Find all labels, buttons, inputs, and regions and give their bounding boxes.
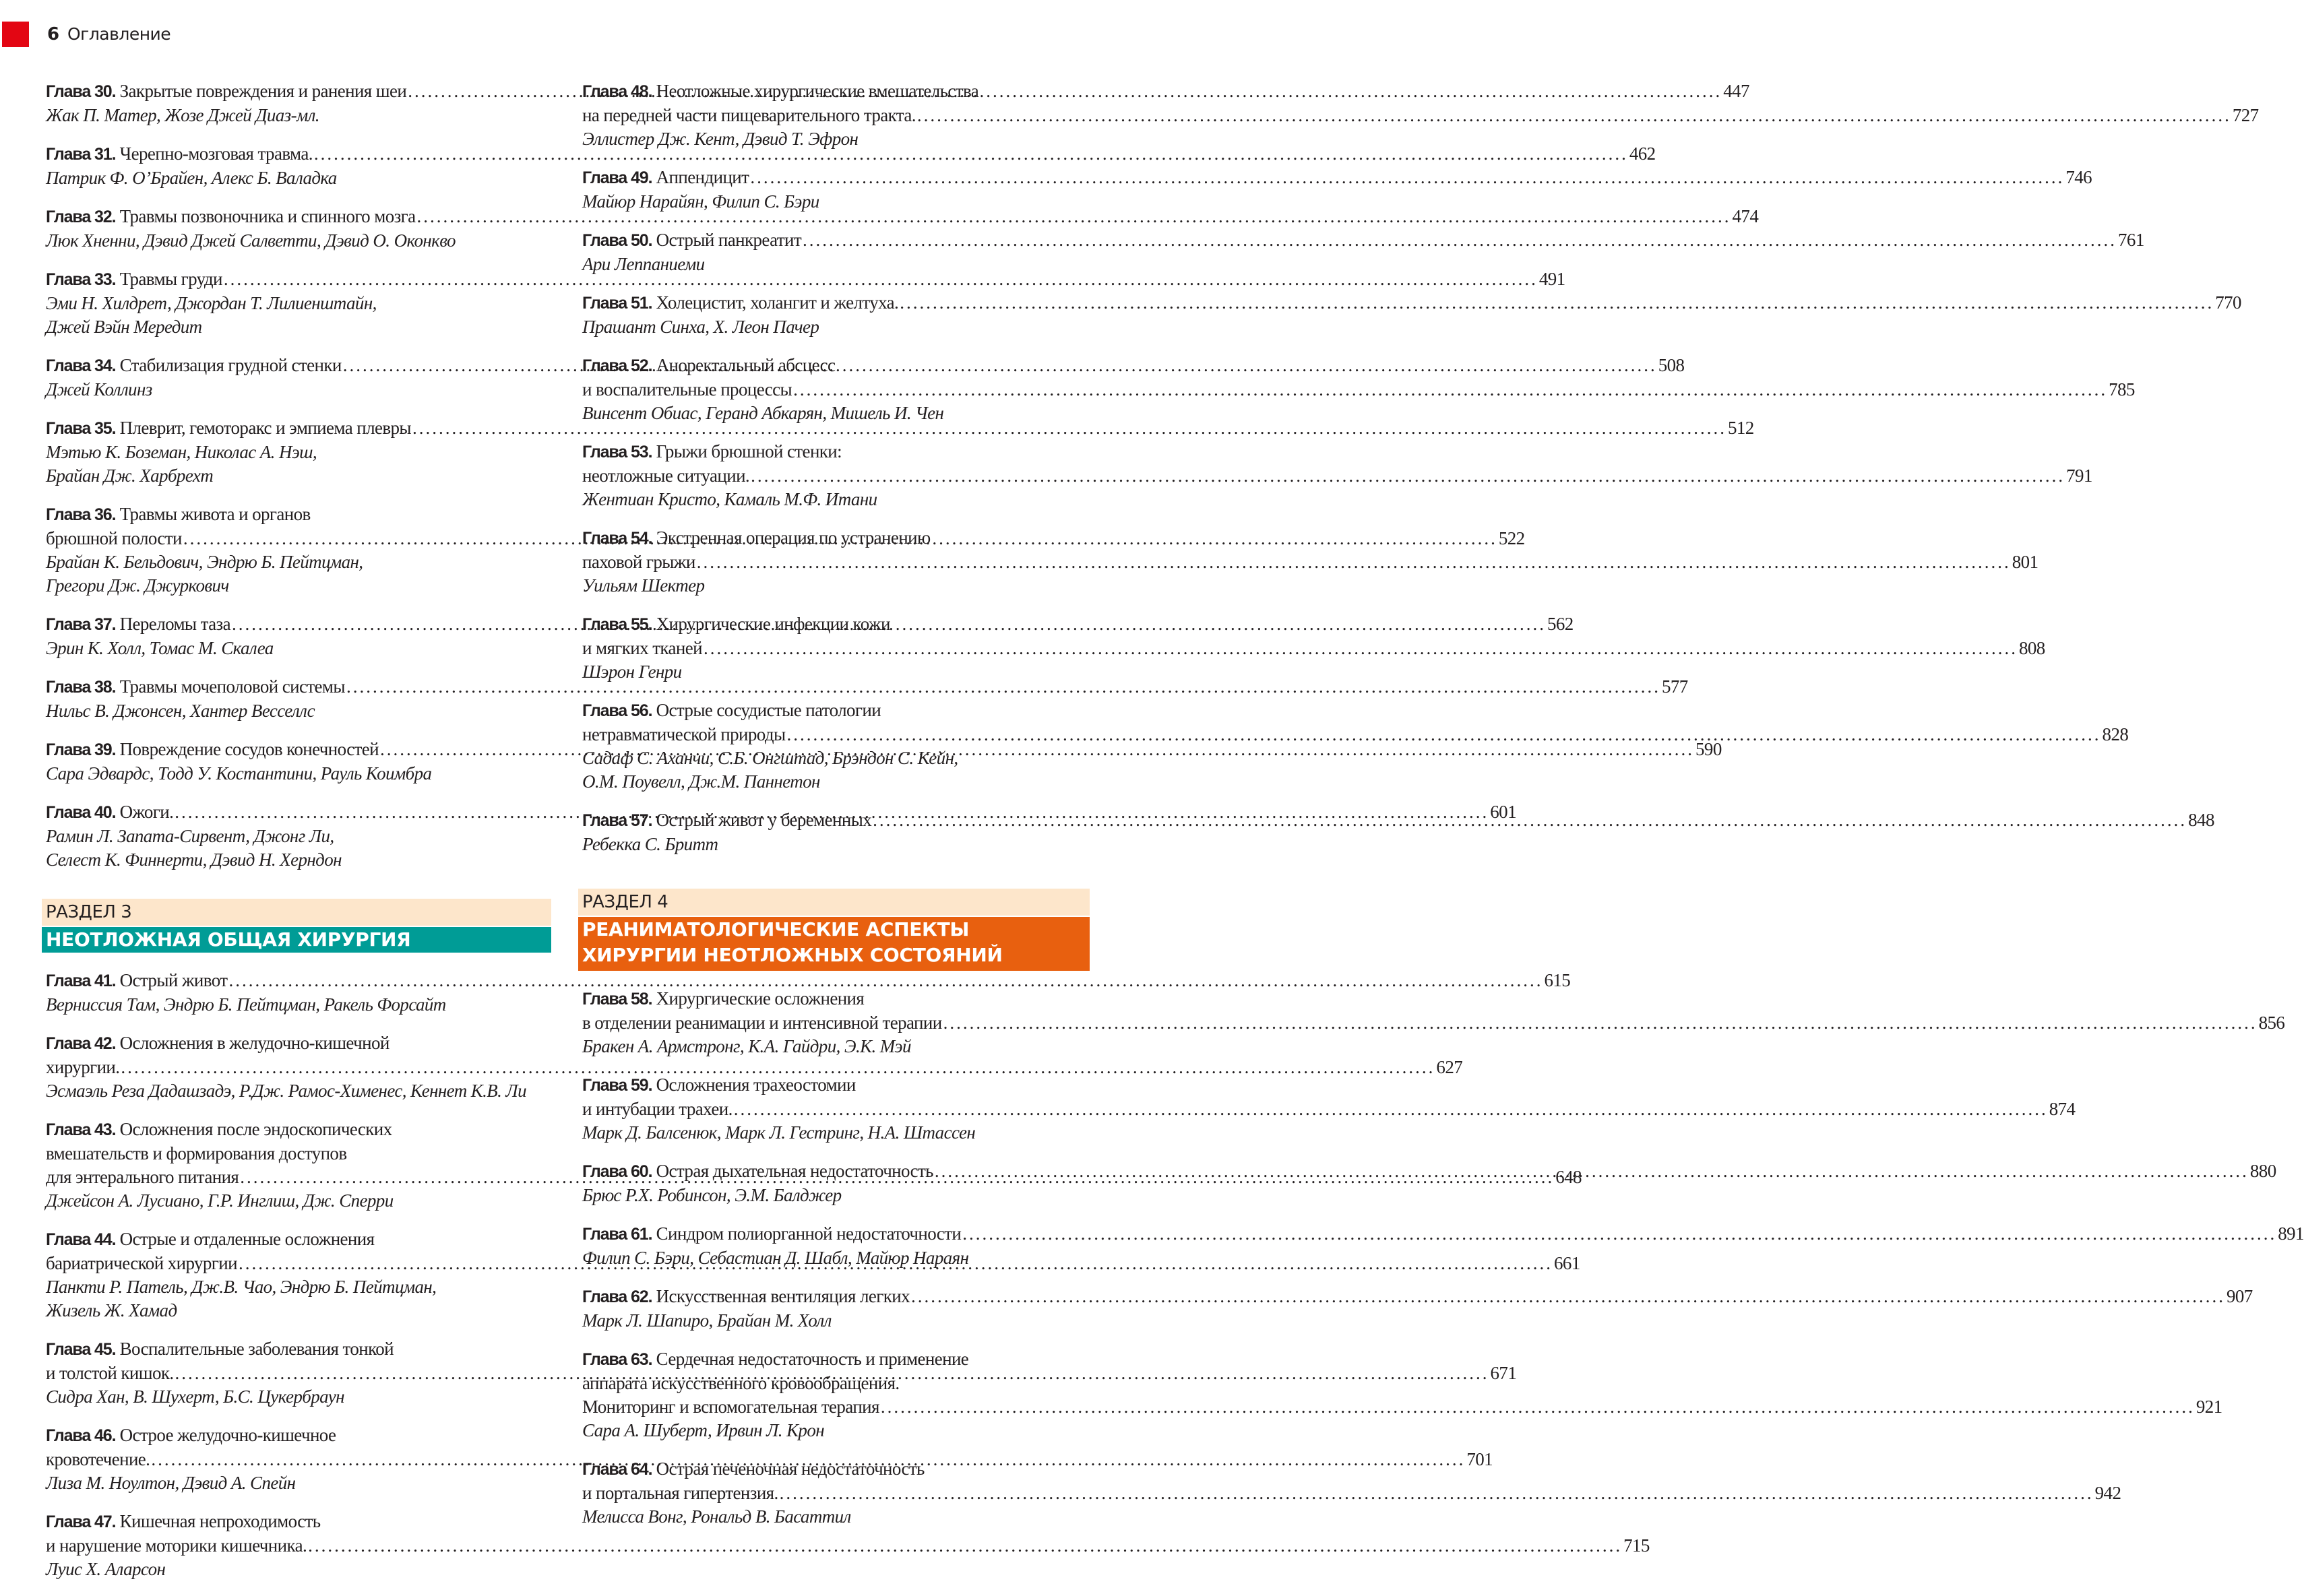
- chapter-title: Травмы груди: [119, 269, 222, 289]
- page-ref[interactable]: 508: [1658, 355, 1685, 375]
- chapter-title-line: [582, 1347, 1086, 1372]
- chapter-title: хирургии.: [46, 1057, 120, 1077]
- chapter-title-line: [46, 205, 1759, 229]
- chapter-title-line: [582, 987, 1086, 1011]
- chapter-title-line: [582, 79, 1086, 104]
- page-ref[interactable]: 648: [1555, 1167, 1582, 1187]
- page-ref[interactable]: 880: [2249, 1161, 2276, 1181]
- page-ref[interactable]: 942: [2094, 1483, 2121, 1503]
- page-ref[interactable]: 462: [1629, 143, 1656, 164]
- chapter-authors: Эрин К. Холл, Томас М. Скалеа: [46, 638, 274, 658]
- chapter-label: Глава 39.: [46, 740, 116, 759]
- chapter-title-line: [582, 1457, 1086, 1481]
- chapter-authors: Лиза М. Ноултон, Дэвид А. Спейн: [46, 1473, 296, 1493]
- page-ref[interactable]: 715: [1623, 1535, 1650, 1556]
- leader-dots: [935, 1159, 2249, 1183]
- chapter-label: Глава 62.: [582, 1287, 652, 1306]
- chapter-title-line: [582, 464, 2092, 488]
- section-3-header: [42, 899, 551, 953]
- chapter-label: Глава 48.: [582, 82, 652, 101]
- chapter-authors: Бракен А. Армстронг, К.А. Гайдри, Э.К. Мэй: [582, 1036, 911, 1056]
- chapter-title: Травмы мочеполовой системы: [119, 676, 345, 697]
- chapter-authors: Жентиан Кристо, Камаль М.Ф. Итани: [582, 489, 877, 509]
- chapter-title: для энтерального питания: [46, 1167, 239, 1187]
- chapter-title-line: [582, 1395, 2222, 1419]
- chapter-title: Острая печеночная недостаточность: [656, 1459, 925, 1479]
- chapter-title: Осложнения в желудочно-кишечной: [119, 1033, 390, 1053]
- leader-dots: [751, 464, 2065, 488]
- chapter-title: Острые и отдаленные осложнения: [119, 1229, 375, 1249]
- toc-entry[interactable]: [582, 291, 2241, 339]
- chapter-title: нетравматической природы: [582, 724, 786, 744]
- chapter-label: Глава 50.: [582, 231, 652, 250]
- page-ref[interactable]: 761: [2118, 230, 2144, 250]
- chapter-title-line: [46, 1142, 547, 1166]
- chapter-title-line: [46, 1031, 547, 1056]
- chapter-label: Глава 41.: [46, 971, 116, 990]
- section-number: РАЗДЕЛ 4: [578, 889, 1090, 916]
- section-4-header: [578, 889, 1090, 971]
- chapter-title-line: [46, 675, 1688, 699]
- chapter-title: Переломы таза: [119, 614, 230, 634]
- chapter-title: Травмы позвоночника и спинного мозга: [119, 206, 416, 226]
- toc-entry[interactable]: [582, 228, 2144, 276]
- chapter-authors: Эми Н. Хилдрет, Джордан Т. Лилиенштайн,: [46, 293, 377, 313]
- chapter-label: Глава 59.: [582, 1076, 652, 1095]
- page-ref[interactable]: 856: [2258, 1013, 2285, 1033]
- chapter-label: Глава 44.: [46, 1230, 116, 1249]
- chapter-title: Грыжи брюшной стенки:: [656, 441, 842, 461]
- chapter-title: и интубации трахеи.: [582, 1099, 733, 1119]
- page-ref[interactable]: 746: [2065, 167, 2092, 187]
- chapter-title: Осложнения трахеостомии: [656, 1075, 856, 1095]
- leader-dots: [780, 1481, 2094, 1505]
- chapter-title: Холецистит, холангит и желтуха.: [656, 292, 899, 313]
- leader-dots: [873, 808, 2187, 832]
- page-ref[interactable]: 907: [2226, 1286, 2253, 1306]
- chapter-label: Глава 36.: [46, 505, 116, 524]
- chapter-title: Повреждение сосудов конечностей: [119, 739, 379, 759]
- chapter-title-line: [46, 416, 1754, 441]
- chapter-authors: Брюс Р.Х. Робинсон, Э.М. Балджер: [582, 1185, 842, 1205]
- chapter-authors: Сидра Хан, В. Шухерт, Б.С. Цукербраун: [46, 1386, 344, 1407]
- chapter-title: неотложные ситуации.: [582, 466, 750, 486]
- chapter-title-line: [46, 1534, 1650, 1558]
- chapter-title-line: [46, 142, 1656, 166]
- page-ref[interactable]: 785: [2109, 379, 2135, 400]
- chapter-title: и толстой кишок.: [46, 1363, 174, 1383]
- chapter-title: и мягких тканей: [582, 638, 702, 658]
- page-ref[interactable]: 828: [2102, 724, 2129, 744]
- chapter-title: Острая дыхательная недостаточность: [656, 1161, 933, 1181]
- chapter-title: и воспалительные процессы: [582, 379, 792, 400]
- chapter-title-line: [582, 612, 1086, 637]
- chapter-label: Глава 46.: [46, 1426, 116, 1445]
- section-title: [578, 917, 1090, 971]
- section-title-line: РЕАНИМАТОЛОГИЧЕСКИЕ АСПЕКТЫ: [582, 918, 970, 940]
- toc-entry[interactable]: [582, 1285, 2253, 1333]
- page-ref[interactable]: 808: [2018, 638, 2045, 658]
- leader-dots: [793, 378, 2107, 402]
- leader-dots: [803, 228, 2117, 252]
- chapter-authors: Прашант Синха, Х. Леон Пачер: [582, 317, 819, 337]
- chapter-authors: Рамин Л. Запата-Сирвент, Джонг Ли,: [46, 826, 334, 846]
- page-ref[interactable]: 791: [2066, 466, 2092, 486]
- chapter-title: аппарата искусственного кровообращения.: [582, 1373, 900, 1393]
- page-ref[interactable]: 627: [1436, 1057, 1463, 1077]
- chapter-title-line: [46, 267, 1565, 292]
- page-ref[interactable]: 601: [1490, 802, 1516, 822]
- leader-dots: [734, 1097, 2048, 1121]
- chapter-authors: Селест К. Финнерти, Дэвид Н. Херндон: [46, 850, 342, 870]
- chapter-title-line: [46, 1424, 547, 1448]
- chapter-label: Глава 32.: [46, 208, 116, 226]
- chapter-authors: Мелисса Вонг, Рональд В. Басаттил: [582, 1506, 851, 1527]
- chapter-label: Глава 54.: [582, 529, 652, 548]
- chapter-title-line: [582, 526, 1086, 550]
- chapter-title-line: [582, 1222, 2304, 1246]
- chapter-title-line: [46, 1510, 547, 1534]
- leader-dots: [704, 637, 2018, 660]
- chapter-label: Глава 58.: [582, 990, 652, 1009]
- chapter-title-line: [582, 550, 2038, 574]
- chapter-title-line: [46, 1227, 547, 1252]
- chapter-authors: Марк Л. Шапиро, Брайан М. Холл: [582, 1310, 832, 1331]
- toc-entry[interactable]: [582, 1073, 2076, 1145]
- chapter-title: и портальная гипертензия.: [582, 1483, 778, 1503]
- chapter-title: Хирургические осложнения: [656, 988, 865, 1009]
- chapter-label: Глава 64.: [582, 1460, 652, 1479]
- chapter-authors: Мэтью К. Боземан, Николас А. Нэш,: [46, 442, 317, 462]
- page-ref[interactable]: 474: [1732, 206, 1759, 226]
- chapter-title: Мониторинг и вспомогательная терапия: [582, 1397, 879, 1417]
- chapter-authors: Джейсон А. Лусиано, Г.Р. Инглиш, Дж. Сперри: [46, 1190, 394, 1211]
- chapter-title-line: [46, 1337, 547, 1362]
- chapter-authors: Брайан К. Бельдович, Эндрю Б. Пейтцман,: [46, 552, 363, 572]
- leader-dots: [697, 550, 2011, 574]
- leader-dots: [962, 1222, 2276, 1246]
- chapter-title: Острый живот у беременных: [656, 810, 872, 830]
- page-ref[interactable]: 522: [1498, 528, 1525, 548]
- page-ref[interactable]: 671: [1490, 1363, 1517, 1383]
- leader-dots: [750, 166, 2064, 189]
- chapter-title: вмешательств и формирования доступов: [46, 1143, 347, 1163]
- chapter-authors: Верниссия Там, Эндрю Б. Пейтцман, Ракель Форсайт: [46, 994, 446, 1015]
- page-ref[interactable]: 615: [1544, 970, 1571, 990]
- leader-dots: [900, 291, 2214, 315]
- page-header: [0, 22, 404, 47]
- chapter-label: Глава 51.: [582, 294, 652, 313]
- page-ref[interactable]: 447: [1723, 81, 1749, 101]
- chapter-title-line: [582, 699, 1086, 723]
- chapter-title-line: [582, 378, 2135, 402]
- chapter-label: Глава 30.: [46, 82, 116, 101]
- toc-entry[interactable]: [582, 440, 2092, 511]
- chapter-title: паховой грыжи: [582, 552, 695, 572]
- chapter-title-line: [582, 1097, 2076, 1121]
- chapter-title: Плеврит, гемоторакс и эмпиема плевры: [119, 418, 411, 438]
- chapter-title: Неотложные хирургические вмешательства: [656, 81, 979, 101]
- chapter-authors: Люк Хненни, Дэвид Джей Салветти, Дэвид О. Оконкво: [46, 230, 456, 251]
- chapter-label: Глава 38.: [46, 678, 116, 697]
- chapter-authors: Грегори Дж. Джуркович: [46, 575, 229, 596]
- page-ref[interactable]: 874: [2049, 1099, 2076, 1119]
- chapter-title: Сердечная недостаточность и применение: [656, 1349, 969, 1369]
- chapter-title: Аппендицит: [656, 167, 749, 187]
- chapter-authors: Панкти Р. Патель, Дж.В. Чао, Эндрю Б. Пейтцман,: [46, 1277, 437, 1297]
- chapter-title: Искусственная вентиляция легких: [656, 1286, 910, 1306]
- chapter-label: Глава 45.: [46, 1340, 116, 1359]
- chapter-title: Острые сосудистые патологии: [656, 700, 881, 720]
- section-number: РАЗДЕЛ 3: [42, 899, 551, 926]
- chapter-authors: Луис Х. Аларсон: [46, 1559, 166, 1579]
- chapter-label: Глава 61.: [582, 1225, 652, 1244]
- chapter-title: Черепно-мозговая травма.: [119, 143, 313, 164]
- section-title-line: НЕОТЛОЖНАЯ ОБЩАЯ ХИРУРГИЯ: [46, 928, 411, 951]
- chapter-title-line: [582, 291, 2241, 315]
- page-ref[interactable]: 921: [2196, 1397, 2222, 1417]
- chapter-title-line: [46, 1056, 1463, 1079]
- chapter-title: Экстренная операция по устранению: [656, 528, 931, 548]
- chapter-title-line: [46, 969, 1571, 993]
- red-corner-marker: [2, 22, 29, 47]
- chapter-label: Глава 31.: [46, 145, 116, 164]
- chapter-authors: Сара А. Шуберт, Ирвин Л. Крон: [582, 1420, 825, 1440]
- chapter-authors: Джей Вэйн Мередит: [46, 317, 202, 337]
- chapter-authors: Марк Д. Балсенюк, Марк Л. Гестринг, Н.А. Штассен: [582, 1122, 976, 1143]
- chapter-title-line: [46, 1118, 547, 1142]
- leader-dots: [881, 1395, 2195, 1419]
- chapter-label: Глава 63.: [582, 1350, 652, 1369]
- chapter-title-line: [582, 637, 2045, 660]
- chapter-authors: Винсент Обиас, Геранд Абкарян, Мишель И. Чен: [582, 403, 944, 423]
- chapter-authors: Майюр Нарайян, Филип С. Бэри: [582, 191, 819, 212]
- chapter-authors: Нильс В. Джонсен, Хантер Весселлс: [46, 701, 315, 721]
- chapter-authors: Уильям Шектер: [582, 575, 705, 596]
- chapter-label: Глава 42.: [46, 1034, 116, 1053]
- chapter-authors: Брайан Дж. Харбрехт: [46, 466, 214, 486]
- chapter-label: Глава 37.: [46, 615, 116, 634]
- chapter-title: Хирургические инфекции кожи: [656, 614, 890, 634]
- chapter-title: Воспалительные заболевания тонкой: [119, 1339, 394, 1359]
- leader-dots: [943, 1011, 2258, 1035]
- chapter-title: Синдром полиорганной недостаточности: [656, 1223, 962, 1244]
- chapter-title: Острый живот: [119, 970, 228, 990]
- chapter-title-line: [582, 166, 2092, 190]
- page-ref[interactable]: 562: [1547, 614, 1574, 634]
- chapter-label: Глава 47.: [46, 1512, 116, 1531]
- chapter-authors: Ребекка С. Бритт: [582, 834, 718, 854]
- chapter-title: Острое желудочно-кишечное: [119, 1425, 336, 1445]
- chapter-title-line: [582, 1285, 2253, 1309]
- page-ref[interactable]: 891: [2278, 1223, 2304, 1244]
- chapter-title: в отделении реанимации и интенсивной терапии: [582, 1013, 942, 1033]
- toc-entry[interactable]: [582, 166, 2092, 214]
- chapter-label: Глава 57.: [582, 811, 652, 830]
- chapter-authors: Жак П. Матер, Жозе Джей Диаз-мл.: [46, 105, 319, 125]
- chapter-label: Глава 56.: [582, 701, 652, 720]
- chapter-title-line: [46, 503, 547, 527]
- chapter-title: на передней части пищеварительного тракта.: [582, 105, 916, 125]
- chapter-title: Кишечная непроходимость: [119, 1511, 321, 1531]
- page-ref[interactable]: 590: [1695, 739, 1722, 759]
- page-ref[interactable]: 848: [2188, 810, 2214, 830]
- chapter-authors: Шэрон Генри: [582, 662, 682, 682]
- page-ref[interactable]: 701: [1466, 1449, 1493, 1469]
- chapter-title-line: [582, 440, 1086, 464]
- chapter-label: Глава 40.: [46, 803, 116, 822]
- chapter-authors: Филип С. Бэри, Себастиан Д. Шабл, Майюр Нараян: [582, 1248, 969, 1268]
- section-title-line: ХИРУРГИИ НЕОТЛОЖНЫХ СОСТОЯНИЙ: [582, 944, 1003, 966]
- page-ref[interactable]: 727: [2232, 105, 2259, 125]
- leader-dots: [911, 1285, 2225, 1308]
- page-number: 6: [47, 24, 60, 44]
- chapter-authors: Сара Эдвардс, Тодд У. Костантини, Рауль Коимбра: [46, 763, 432, 784]
- page-ref[interactable]: 661: [1553, 1253, 1580, 1273]
- chapter-authors: Патрик Ф. О’Брайен, Алекс Б. Валадка: [46, 168, 337, 188]
- chapter-title: Осложнения после эндоскопических: [119, 1119, 392, 1139]
- page-ref[interactable]: 770: [2215, 292, 2241, 313]
- chapter-title-line: [582, 723, 2129, 746]
- chapter-title-line: [582, 1481, 2121, 1505]
- chapter-label: Глава 53.: [582, 443, 652, 461]
- chapter-label: Глава 52.: [582, 356, 652, 375]
- chapter-title: Стабилизация грудной стенки: [119, 355, 342, 375]
- chapter-title-line: [582, 104, 2259, 127]
- toc-entry[interactable]: [582, 987, 2285, 1058]
- chapter-title: брюшной полости: [46, 528, 182, 548]
- chapter-title: Аноректальный абсцесс: [656, 355, 836, 375]
- chapter-title: Ожоги.: [119, 802, 174, 822]
- chapter-title-line: [582, 1011, 2285, 1035]
- page-title: Оглавление: [67, 24, 171, 44]
- chapter-authors: Эллистер Дж. Кент, Дэвид Т. Эфрон: [582, 129, 859, 149]
- chapter-title-line: [582, 228, 2144, 253]
- chapter-label: Глава 55.: [582, 615, 652, 634]
- page-ref[interactable]: 512: [1727, 418, 1754, 438]
- chapter-authors: Джей Коллинз: [46, 379, 152, 400]
- chapter-label: Глава 35.: [46, 419, 116, 438]
- page-ref[interactable]: 577: [1661, 676, 1688, 697]
- chapter-authors: Ари Леппаниеми: [582, 254, 705, 274]
- chapter-label: Глава 60.: [582, 1162, 652, 1181]
- chapter-label: Глава 43.: [46, 1120, 116, 1139]
- chapter-title-line: [582, 1372, 1086, 1395]
- chapter-title: Травмы живота и органов: [119, 504, 311, 524]
- chapter-title: кровотечение.: [46, 1449, 150, 1469]
- page-ref[interactable]: 801: [2012, 552, 2038, 572]
- chapter-label: Глава 34.: [46, 356, 116, 375]
- chapter-label: Глава 33.: [46, 270, 116, 289]
- chapter-authors: О.М. Поувелл, Дж.М. Паннетон: [582, 771, 820, 792]
- chapter-title: бариатрической хирургии: [46, 1253, 237, 1273]
- chapter-label: Глава 49.: [582, 168, 652, 187]
- section-title: [42, 927, 551, 953]
- chapter-title: Закрытые повреждения и ранения шеи: [119, 81, 407, 101]
- chapter-title-line: [582, 1073, 1086, 1097]
- chapter-title: Острый панкреатит: [656, 230, 802, 250]
- page-ref[interactable]: 491: [1538, 269, 1565, 289]
- chapter-title: и нарушение моторики кишечника.: [46, 1535, 307, 1556]
- chapter-authors: Жизель Ж. Хамад: [46, 1300, 177, 1320]
- leader-dots: [787, 723, 2101, 746]
- leader-dots: [917, 104, 2231, 127]
- chapter-authors: Садаф С. Аханчи, С.Б. Онгштад, Брэндон С. Кейн,: [582, 748, 958, 768]
- chapter-title-line: [582, 354, 1086, 378]
- chapter-authors: Эсмаэль Реза Дадашзадэ, Р.Дж. Рамос-Хименес, Кеннет К.В. Ли: [46, 1081, 527, 1101]
